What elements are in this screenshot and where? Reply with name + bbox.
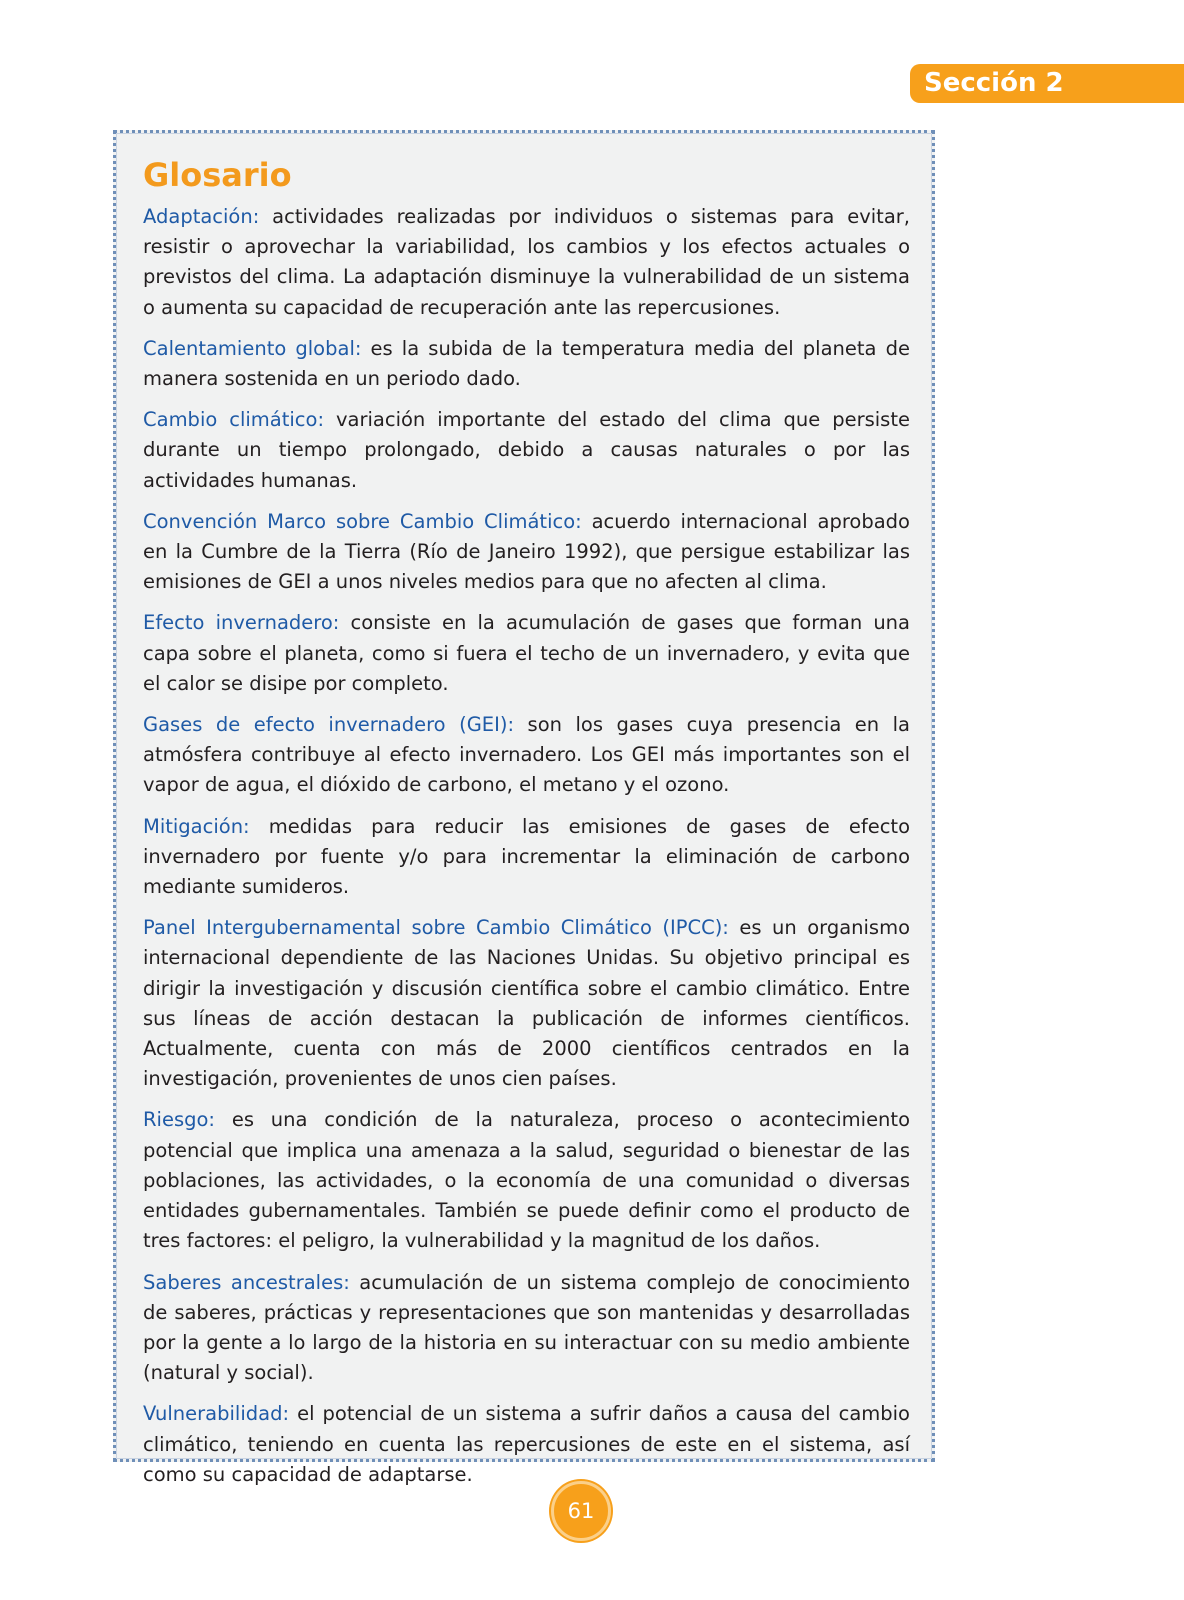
glossary-entry-cambio-climatico — [143, 405, 910, 496]
glossary-entry-efecto-invernadero — [143, 608, 910, 699]
glossary-box — [113, 130, 935, 1486]
glossary-term: Panel Intergubernamental sobre Cambio Climático (IPCC): — [143, 916, 729, 940]
glossary-term: Efecto invernadero: — [143, 611, 340, 635]
glossary-entry-riesgo — [143, 1105, 910, 1256]
glossary-entry-convencion-marco — [143, 507, 910, 598]
glossary-definition: actividades realizadas por individuos o sistemas para evitar, resistir o aprovechar la variabilidad, los cambios y los efectos actuales o previstos del clima. La adaptación disminuye la vulnerabilidad de un sistema o aumenta su capacidad de recuperación ante las repercusiones. — [143, 205, 910, 319]
glossary-entry-gases-efecto-invernadero — [143, 710, 910, 801]
glossary-entry-ipcc — [143, 913, 910, 1094]
glossary-term: Adaptación: — [143, 205, 260, 228]
glossary-definition: variación importante del estado del clima que persiste durante un tiempo prolongado, debido a causas naturales o por las actividades humanas. — [143, 408, 910, 492]
glossary-entry-adaptacion — [143, 202, 910, 323]
glossary-term: Vulnerabilidad: — [143, 1402, 290, 1426]
glossary-term: Cambio climático: — [143, 408, 325, 432]
glossary-definition: es un organismo internacional dependiente de las Naciones Unidas. Su objetivo principal es dirigir la investigación y discusión científica sobre el cambio climático. Entre sus líneas de acción destacan la publicación de informes científicos. Actualmente, cuenta con más de 2000 científicos centrados en la investigación, provenientes de unos cien países. — [143, 916, 911, 1091]
glossary-definition: es una condición de la naturaleza, proceso o acontecimiento potencial que implica una amenaza a la salud, seguridad o bienestar de las poblaciones, las actividades, o la economía de una comunidad o diversas entidades gubernamentales. También se puede definir como el producto de tres factores: el peligro, la vulnerabilidad y la magnitud de los daños. — [143, 1108, 910, 1253]
glossary-definition: son los gases cuya presencia en la atmósfera contribuye al efecto invernadero. Los GEI más importantes son el vapor de agua, el dióxido de carbono, el metano y el ozono. — [143, 713, 910, 797]
glossary-entry-mitigacion — [143, 812, 910, 903]
glossary-definition: acumulación de un sistema complejo de conocimiento de saberes, prácticas y representaciones que son mantenidas y desarrolladas por la gente a lo largo de la historia en su interactuar con su medio ambiente (natural y social). — [143, 1270, 911, 1385]
glossary-definition: medidas para reducir las emisiones de gases de efecto invernadero por fuente y/o para incrementar la eliminación de carbono mediante sumideros. — [143, 814, 910, 899]
glossary-term: Mitigación: — [143, 814, 250, 838]
section-label: Sección 2 — [924, 68, 1064, 98]
glossary-term: Gases de efecto invernadero (GEI): — [143, 713, 515, 737]
glossary-definition: acuerdo internacional aprobado en la Cumbre de la Tierra (Río de Janeiro 1992), que persigue estabilizar las emisiones de GEI a unos niveles medios para que no afecten al clima. — [143, 509, 910, 594]
section-tab — [910, 64, 1184, 103]
page-number: 61 — [567, 1499, 595, 1523]
glossary-term: Calentamiento global: — [143, 336, 362, 360]
glossary-term: Convención Marco sobre Cambio Climático: — [143, 509, 582, 533]
page-number-badge — [551, 1481, 611, 1541]
glossary-term: Saberes ancestrales: — [143, 1270, 350, 1294]
glossary-definition: es la subida de la temperatura media del planeta de manera sostenida en un periodo dado. — [143, 336, 910, 391]
glossary-entries — [143, 202, 910, 1501]
glossary-entry-saberes-ancestrales — [143, 1268, 910, 1389]
glossary-entry-calentamiento-global — [143, 334, 910, 394]
glossary-term: Riesgo: — [143, 1108, 216, 1132]
glossary-title: Glosario — [143, 156, 292, 194]
glossary-definition: consiste en la acumulación de gases que forman una capa sobre el planeta, como si fuera el techo de un invernadero, y evita que el calor se disipe por completo. — [143, 611, 910, 695]
glossary-definition: el potencial de un sistema a sufrir daños a causa del cambio climático, teniendo en cuenta las repercusiones de este en el sistema, así como su capacidad de adaptarse. — [143, 1402, 910, 1486]
glossary-entry-vulnerabilidad — [143, 1399, 910, 1490]
